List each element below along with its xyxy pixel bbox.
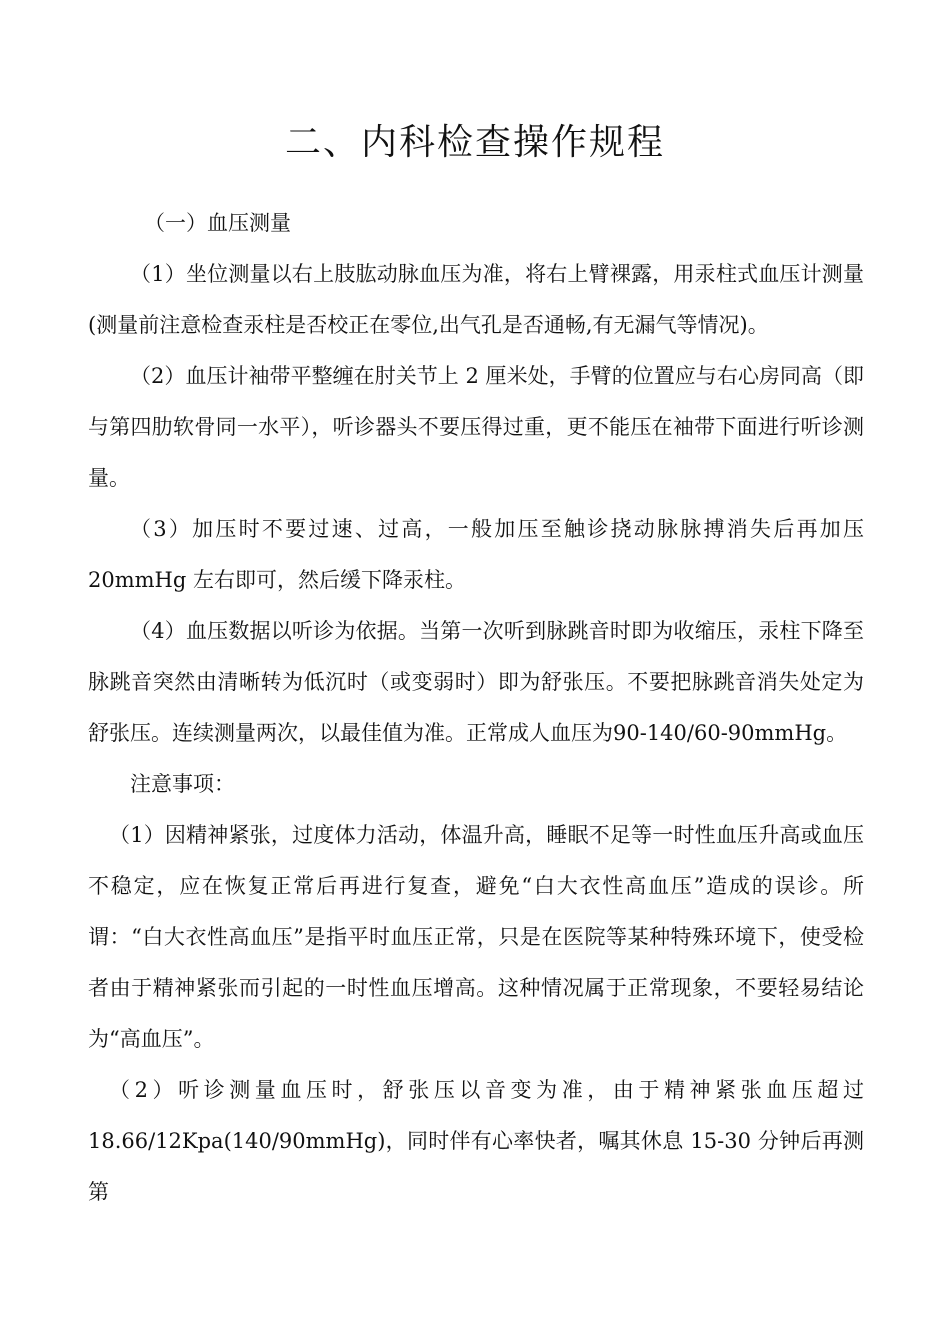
note-2: （2）听诊测量血压时，舒张压以音变为准，由于精神紧张血压超过18.66/12Kpa(140/90mmHg)，同时伴有心率快者，嘱其休息 15-30 分钟后再测第 <box>88 1078 864 1204</box>
document-body <box>88 198 864 1218</box>
paragraph-3: （3）加压时不要过速、过高，一般加压至触诊挠动脉脉搏消失后再加压20mmHg 左右即可，然后缓下降汞柱。 <box>88 517 864 592</box>
notes-heading: 注意事项： <box>130 772 235 796</box>
paragraph-2: （2）血压计袖带平整缠在肘关节上 2 厘米处，手臂的位置应与右心房同高（即与第四肋软骨同一水平），听诊器头不要压得过重，更不能压在袖带下面进行听诊测量。 <box>88 364 864 490</box>
document-title: 二、内科检查操作规程 <box>284 122 665 163</box>
paragraph-1: （1）坐位测量以右上肢肱动脉血压为准，将右上臂裸露，用汞柱式血压计测量(测量前注意检查汞柱是否校正在零位,出气孔是否通畅,有无漏气等情况)。 <box>88 262 864 337</box>
note-1: （1）因精神紧张，过度体力活动，体温升高，睡眠不足等一时性血压升高或血压不稳定，应在恢复正常后再进行复查，避免“白大衣性高血压”造成的误诊。所谓：“白大衣性高血压”是指平时血压正常，只是在医院等某种特殊环境下，使受检者由于精神紧张而引起的一时性血压增高。这种情况属于正常现象，不要轻易结论为“高血压”。 <box>88 823 864 1051</box>
section-heading: （一）血压测量 <box>144 211 291 235</box>
paragraph-4: （4）血压数据以听诊为依据。当第一次听到脉跳音时即为收缩压，汞柱下降至脉跳音突然由清晰转为低沉时（或变弱时）即为舒张压。不要把脉跳音消失处定为舒张压。连续测量两次，以最佳值为准。正常成人血压为90-140/60-90mmHg。 <box>88 619 864 745</box>
